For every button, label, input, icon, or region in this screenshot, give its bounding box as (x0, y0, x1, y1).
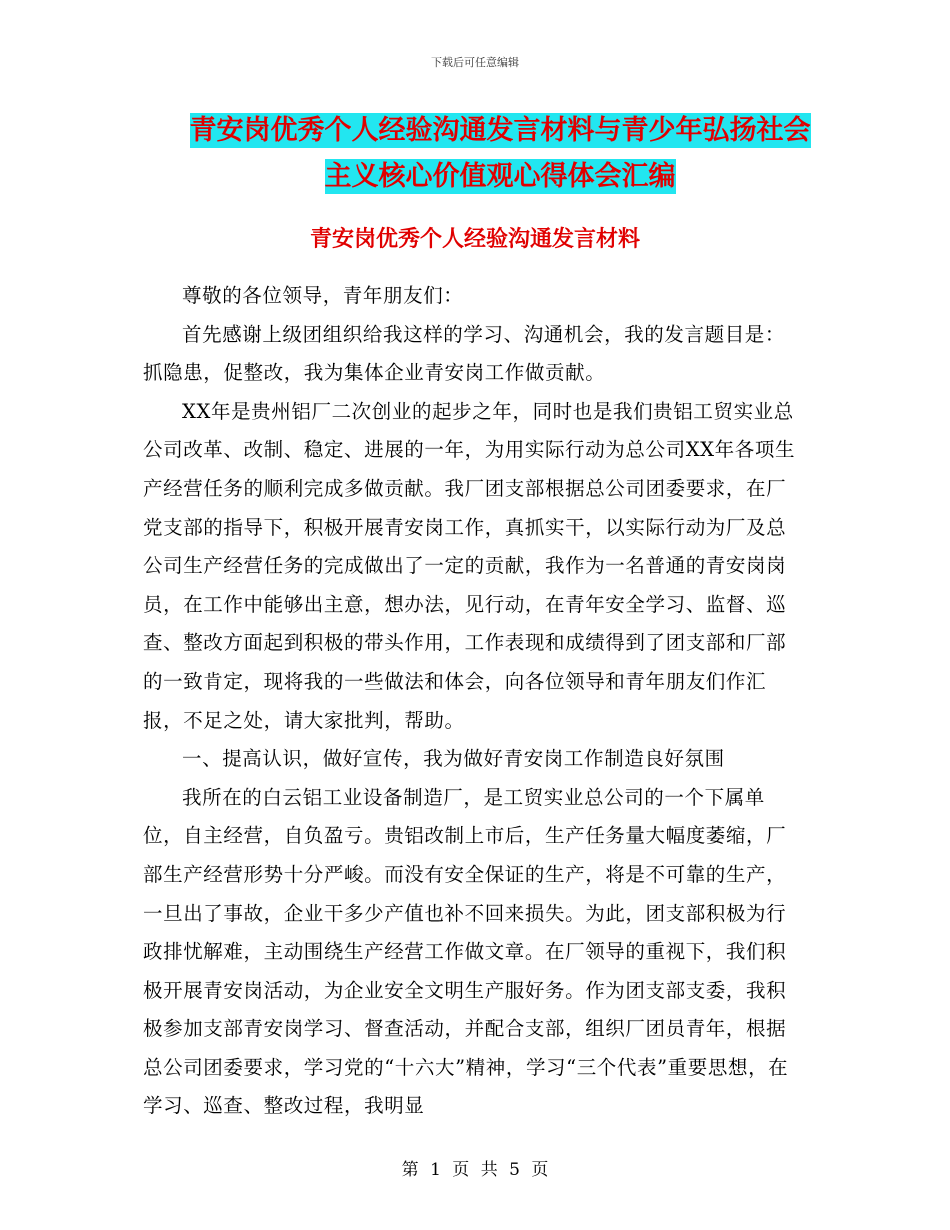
title-line-1: 青安岗优秀个人经验沟通发言材料与青少年弘扬社会 (189, 115, 811, 146)
header-note: 下载后可任意编辑 (431, 56, 519, 69)
paragraph-heading-1: 一、提高认识，做好宣传，我为做好青安岗工作制造良好氛围 (182, 747, 725, 771)
document-body (143, 277, 803, 1126)
paragraph-intro: 首先感谢上级团组织给我这样的学习、沟通机会，我的发言题目是：抓隐患，促整改，我为集体企业青安岗工作做贡献。 (143, 322, 786, 385)
page-footer: 第 1 页 共 5 页 (401, 1160, 549, 1180)
paragraph-salutation: 尊敬的各位领导，青年朋友们： (182, 284, 464, 307)
document-title (120, 108, 880, 200)
paragraph-section-1: 我所在的白云铝工业设备制造厂，是工贸实业总公司的一个下属单位，自主经营，自负盈亏。贵铝改制上市后，生产任务量大幅度萎缩，厂部生产经营形势十分严峻。而没有安全保证的生产，将是不可靠的生产，一旦出了事故，企业干多少产值也补不回来损失。为此，团支部积极为行政排忧解难，主动围绕生产经营工作做文章。在厂领导的重视下，我们积极开展青安岗活动，为企业安全文明生产服好务。作为团支部支委，我积极参加支部青安岗学习、督查活动，并配合支部，组织厂团员青年，根据总公司团委要求，学习党的“十六大”精神，学习“三个代表”重要思想，在学习、巡查、整改过程，我明显 (143, 785, 789, 1118)
paragraph-background: XX年是贵州铝厂二次创业的起步之年，同时也是我们贵铝工贸实业总公司改革、改制、稳定、进展的一年，为用实际行动为总公司XX年各项生产经营任务的顺利完成多做贡献。我厂团支部根据总公司团委要求，在厂党支部的指导下，积极开展青安岗工作，真抓实干，以实际行动为厂及总公司生产经营任务的完成做出了一定的贡献，我作为一名普通的青安岗岗员，在工作中能够出主意，想办法，见行动，在青年安全学习、监督、巡查、整改方面起到积极的带头作用，工作表现和成绩得到了团支部和厂部的一致肯定，现将我的一些做法和体会，向各位领导和青年朋友们作汇报，不足之处，请大家批判，帮助。 (143, 399, 796, 732)
section-title: 青安岗优秀个人经验沟通发言材料 (309, 227, 640, 252)
title-line-2: 主义核心价值观心得体会汇编 (324, 161, 676, 192)
